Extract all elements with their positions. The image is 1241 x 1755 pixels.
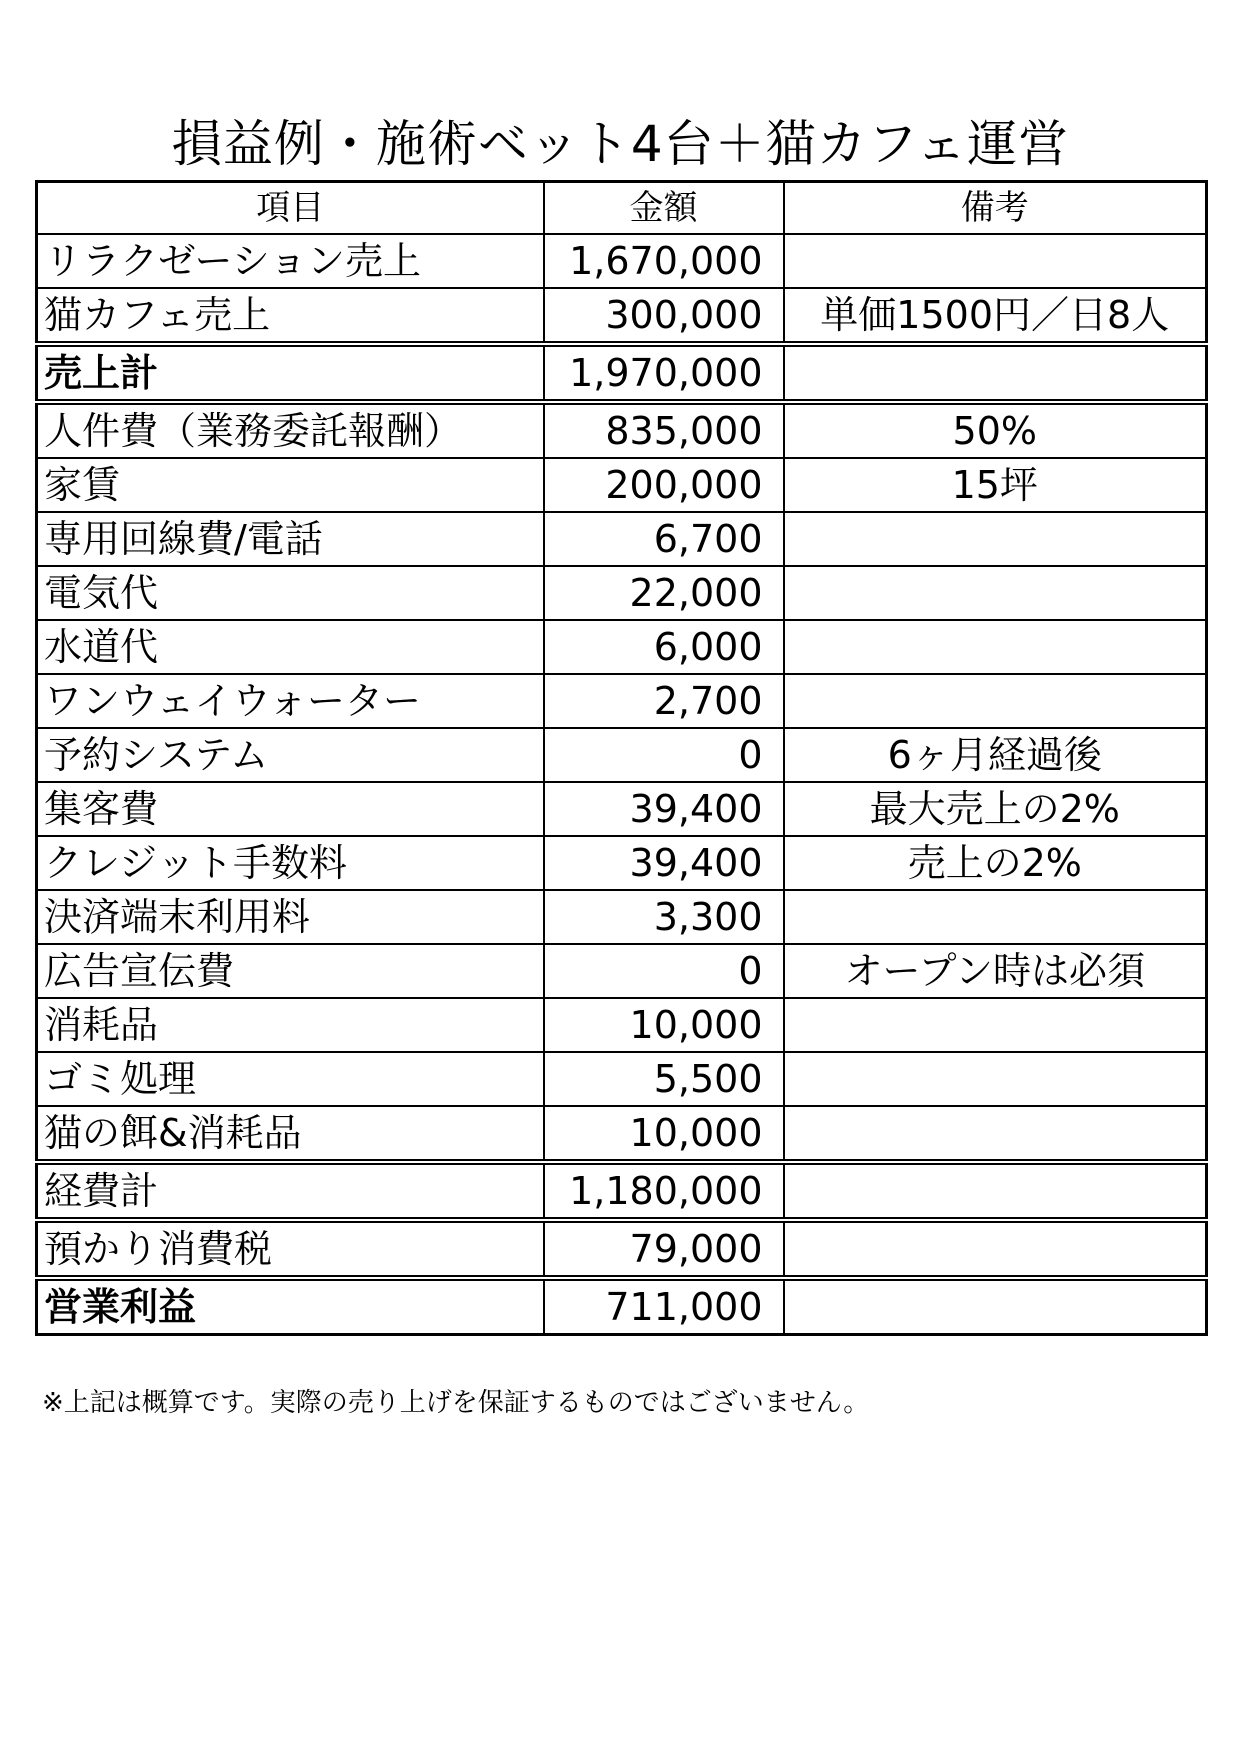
row-note bbox=[784, 1278, 1207, 1335]
row-amount: 6,700 bbox=[544, 512, 784, 566]
table-header-row bbox=[37, 182, 1207, 235]
row-item: 営業利益 bbox=[37, 1278, 544, 1335]
row-item: 猫の餌&消耗品 bbox=[37, 1106, 544, 1162]
row-note: 単価1500円／日8人 bbox=[784, 288, 1207, 344]
row-amount: 5,500 bbox=[544, 1052, 784, 1106]
row-note: 売上の2% bbox=[784, 836, 1207, 890]
row-amount: 835,000 bbox=[544, 402, 784, 458]
row-amount: 39,400 bbox=[544, 782, 784, 836]
row-note bbox=[784, 620, 1207, 674]
table-row-expense-total bbox=[37, 1162, 1207, 1220]
row-item: 家賃 bbox=[37, 458, 544, 512]
row-amount: 200,000 bbox=[544, 458, 784, 512]
footnote: ※上記は概算です。実際の売り上げを保証するものではございません。 bbox=[42, 1388, 870, 1418]
row-item: 予約システム bbox=[37, 728, 544, 782]
table-row bbox=[37, 944, 1207, 998]
table-row bbox=[37, 674, 1207, 728]
table-row bbox=[37, 458, 1207, 512]
table-row bbox=[37, 288, 1207, 344]
row-note: 最大売上の2% bbox=[784, 782, 1207, 836]
row-item: 決済端末利用料 bbox=[37, 890, 544, 944]
row-item: クレジット手数料 bbox=[37, 836, 544, 890]
row-note: 50% bbox=[784, 402, 1207, 458]
profit-loss-table bbox=[35, 180, 1208, 1336]
row-note bbox=[784, 674, 1207, 728]
row-note bbox=[784, 512, 1207, 566]
table-row bbox=[37, 620, 1207, 674]
row-amount: 1,180,000 bbox=[544, 1162, 784, 1220]
row-note bbox=[784, 1052, 1207, 1106]
row-note: 6ヶ月経過後 bbox=[784, 728, 1207, 782]
row-note bbox=[784, 1162, 1207, 1220]
table-row-operating-profit bbox=[37, 1278, 1207, 1335]
row-amount: 711,000 bbox=[544, 1278, 784, 1335]
row-item: ゴミ処理 bbox=[37, 1052, 544, 1106]
row-item: 猫カフェ売上 bbox=[37, 288, 544, 344]
row-note: 15坪 bbox=[784, 458, 1207, 512]
row-amount: 6,000 bbox=[544, 620, 784, 674]
row-item: 経費計 bbox=[37, 1162, 544, 1220]
row-item: 集客費 bbox=[37, 782, 544, 836]
row-amount: 10,000 bbox=[544, 1106, 784, 1162]
row-amount: 0 bbox=[544, 944, 784, 998]
table-row bbox=[37, 402, 1207, 458]
table-row bbox=[37, 782, 1207, 836]
table-row bbox=[37, 566, 1207, 620]
row-item: ワンウェイウォーター bbox=[37, 674, 544, 728]
header-amount: 金額 bbox=[544, 182, 784, 235]
row-item: 人件費（業務委託報酬） bbox=[37, 402, 544, 458]
row-item: 水道代 bbox=[37, 620, 544, 674]
table-row bbox=[37, 234, 1207, 288]
table-row bbox=[37, 512, 1207, 566]
row-note bbox=[784, 234, 1207, 288]
row-note bbox=[784, 1106, 1207, 1162]
row-note bbox=[784, 566, 1207, 620]
row-note bbox=[784, 890, 1207, 944]
table-row bbox=[37, 728, 1207, 782]
page-title: 損益例・施術ベット4台＋猫カフェ運営 bbox=[171, 115, 1070, 173]
row-amount: 1,970,000 bbox=[544, 344, 784, 402]
row-item: 消耗品 bbox=[37, 998, 544, 1052]
row-amount: 2,700 bbox=[544, 674, 784, 728]
row-item: 預かり消費税 bbox=[37, 1220, 544, 1278]
row-item: 広告宣伝費 bbox=[37, 944, 544, 998]
row-amount: 0 bbox=[544, 728, 784, 782]
table-row bbox=[37, 890, 1207, 944]
row-note bbox=[784, 998, 1207, 1052]
row-item: 専用回線費/電話 bbox=[37, 512, 544, 566]
row-item: 売上計 bbox=[37, 344, 544, 402]
table-row bbox=[37, 1106, 1207, 1162]
row-amount: 22,000 bbox=[544, 566, 784, 620]
row-amount: 3,300 bbox=[544, 890, 784, 944]
row-note bbox=[784, 344, 1207, 402]
row-note: オープン時は必須 bbox=[784, 944, 1207, 998]
row-amount: 1,670,000 bbox=[544, 234, 784, 288]
row-amount: 39,400 bbox=[544, 836, 784, 890]
table-row bbox=[37, 1052, 1207, 1106]
header-note: 備考 bbox=[784, 182, 1207, 235]
table-row bbox=[37, 1220, 1207, 1278]
row-item: リラクゼーション売上 bbox=[37, 234, 544, 288]
table-row bbox=[37, 836, 1207, 890]
header-item: 項目 bbox=[37, 182, 544, 235]
row-note bbox=[784, 1220, 1207, 1278]
row-amount: 10,000 bbox=[544, 998, 784, 1052]
table-row-sales-total bbox=[37, 344, 1207, 402]
row-amount: 79,000 bbox=[544, 1220, 784, 1278]
table-row bbox=[37, 998, 1207, 1052]
row-item: 電気代 bbox=[37, 566, 544, 620]
row-amount: 300,000 bbox=[544, 288, 784, 344]
